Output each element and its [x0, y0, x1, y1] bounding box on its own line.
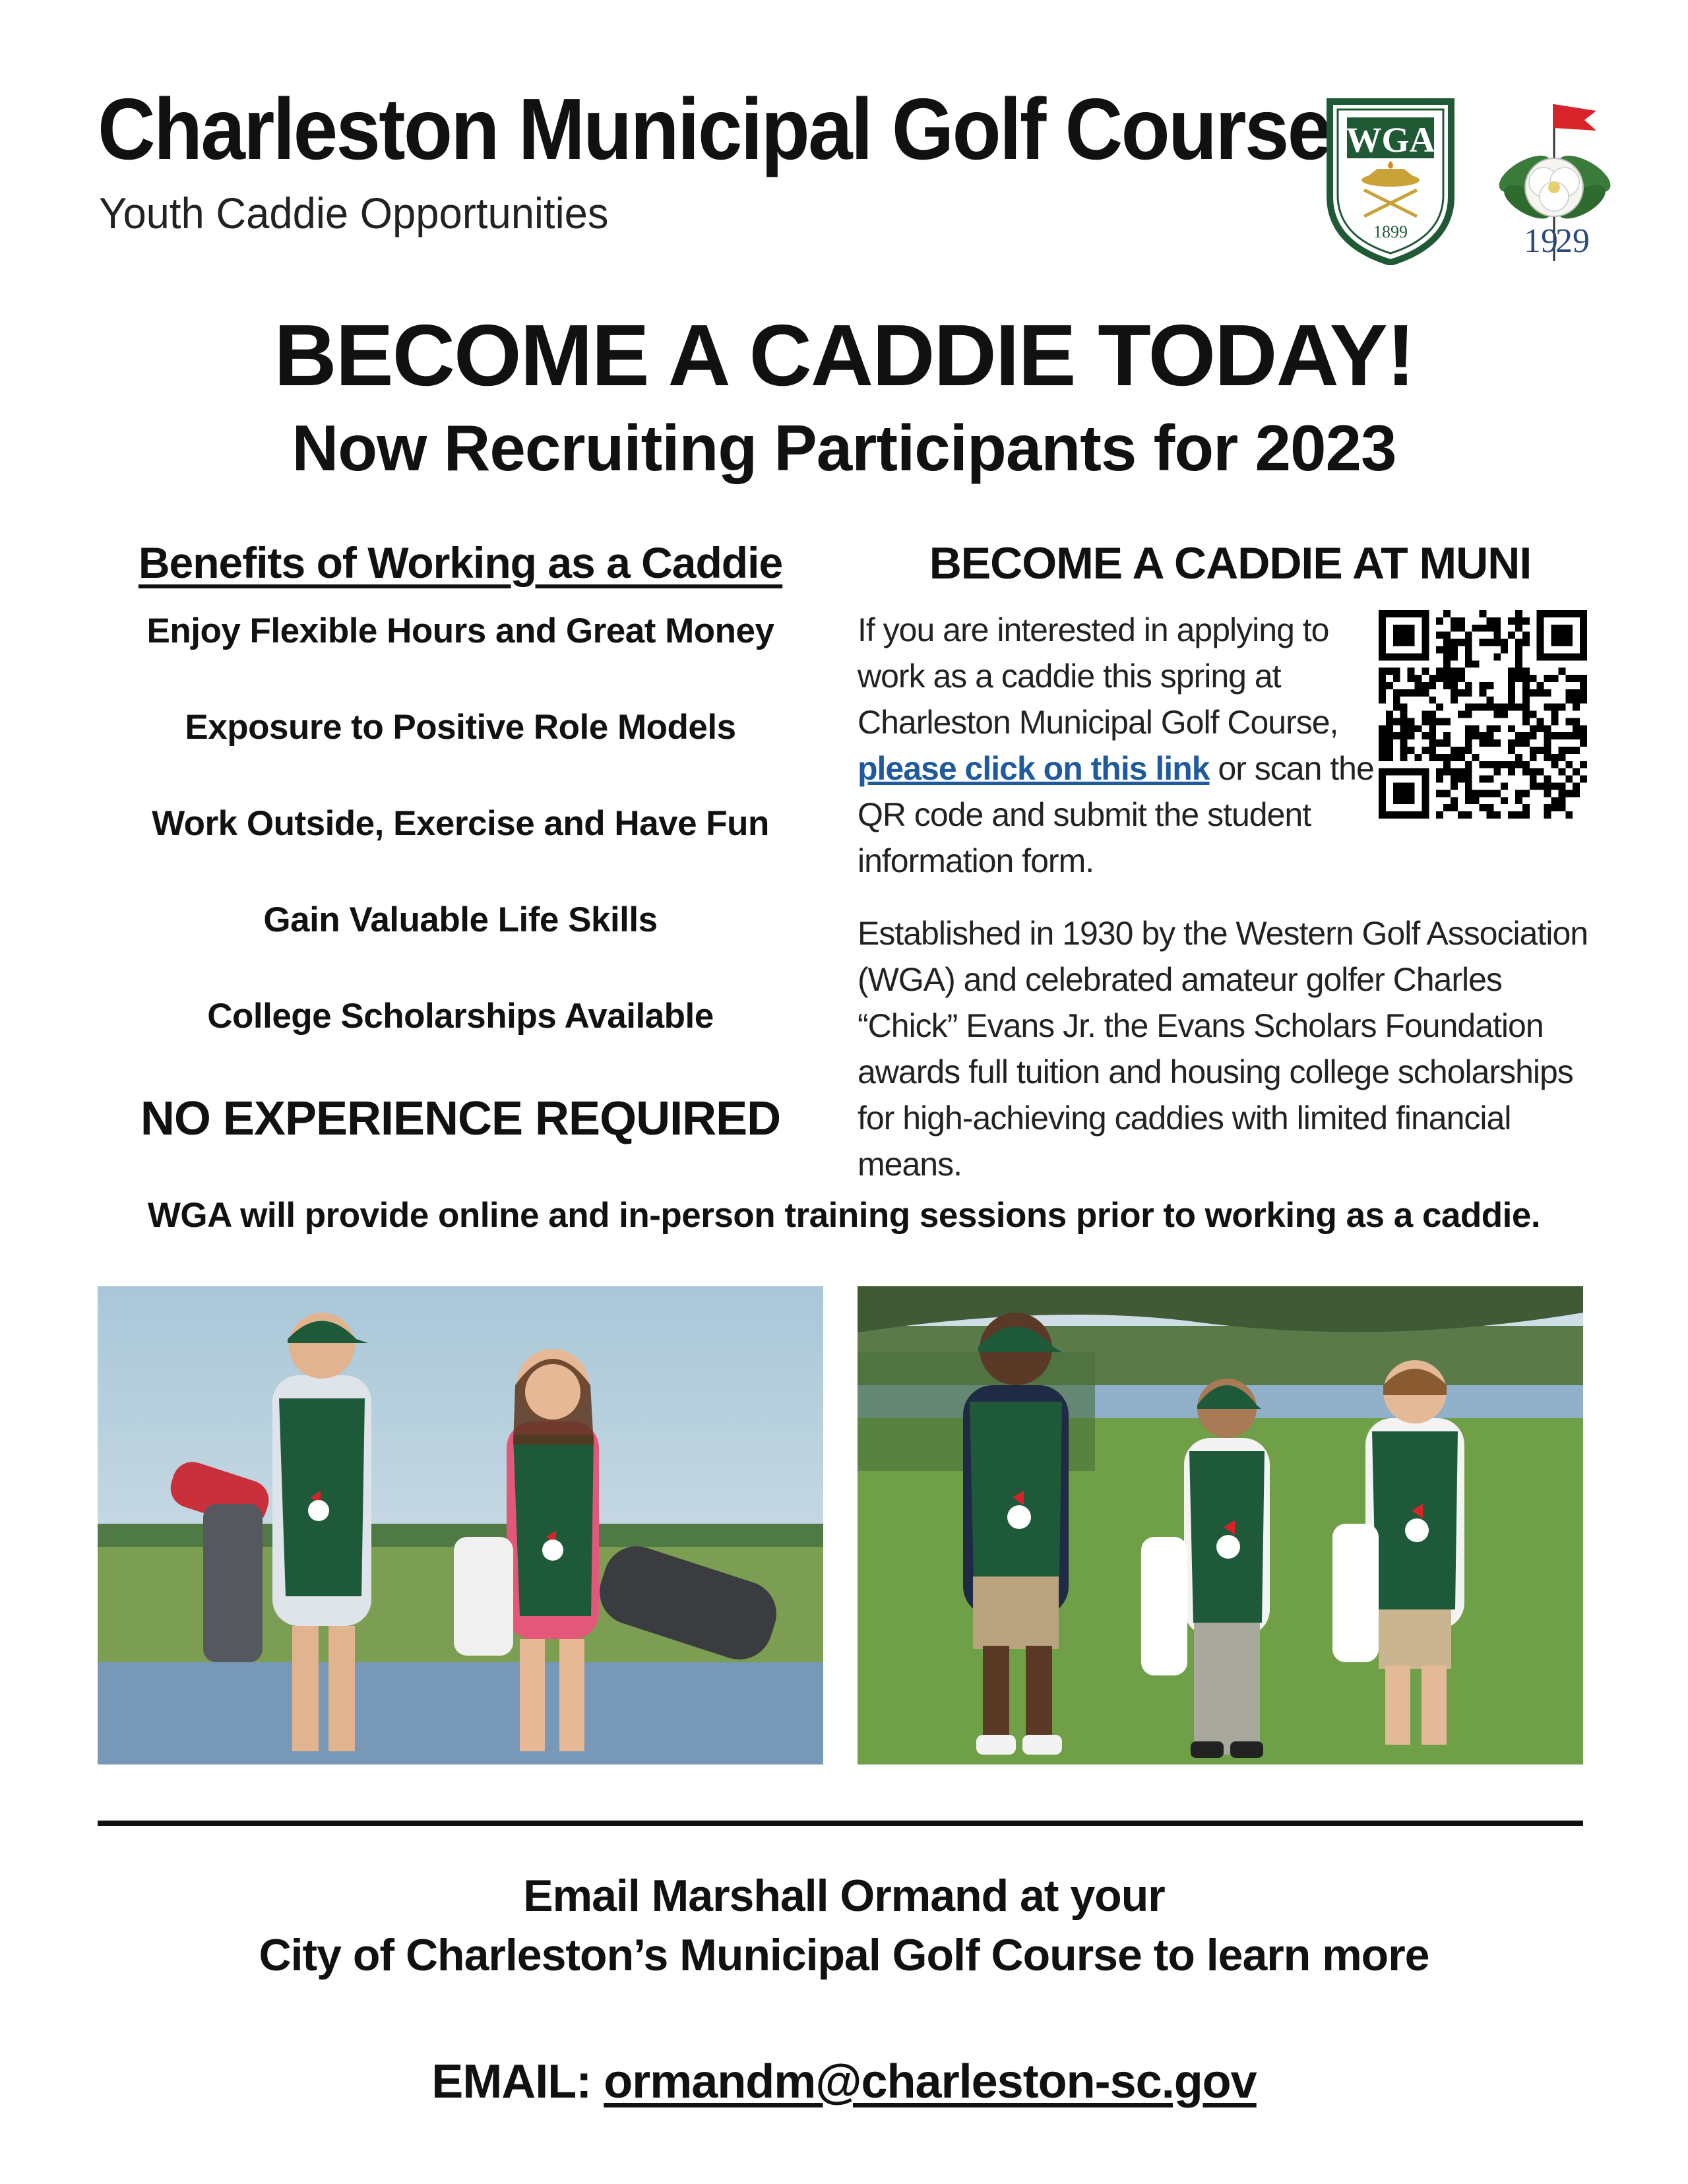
apply-heading: BECOME A CADDIE AT MUNI — [929, 538, 1532, 588]
apply-text-before: If you are interested in applying to work as a caddie this spring at Charleston Municipal Golf Course, — [858, 611, 1338, 741]
subheadline: Now Recruiting Participants for 2023 — [292, 412, 1396, 484]
muni-magnolia-logo — [1485, 96, 1620, 261]
wga-logo — [1325, 98, 1456, 265]
benefit-item: Exposure to Positive Role Models — [185, 708, 736, 747]
wga-logo-year: 1899 — [1373, 222, 1408, 241]
apply-link[interactable]: please click on this link — [858, 750, 1210, 787]
apply-text-after: or scan the QR code and submit the student information form. — [858, 750, 1374, 879]
email-label: EMAIL: — [431, 2055, 604, 2108]
apply-text — [858, 607, 1379, 884]
contact-line-2: City of Charleston’s Municipal Golf Course to learn more — [259, 1930, 1429, 1980]
muni-logo-year-left: 19 — [1524, 222, 1558, 260]
benefits-heading: Benefits of Working as a Caddie — [138, 538, 783, 587]
headline: BECOME A CADDIE TODAY! — [274, 307, 1414, 404]
training-note: WGA will provide online and in-person training sessions prior to working as a caddie. — [147, 1196, 1541, 1235]
muni-logo-year-right: 29 — [1555, 222, 1590, 260]
benefits-list — [98, 610, 823, 1092]
wga-logo-text: WGA — [1346, 120, 1435, 160]
email-line — [0, 2055, 1688, 2109]
benefit-item: Work Outside, Exercise and Have Fun — [152, 804, 769, 843]
photo-caddies-water — [98, 1286, 823, 1764]
page-title: Charleston Municipal Golf Course — [98, 80, 1330, 177]
benefit-item: College Scholarships Available — [207, 997, 714, 1036]
page-subtitle: Youth Caddie Opportunities — [99, 189, 609, 237]
email-link[interactable]: ormandm@charleston-sc.gov — [604, 2055, 1257, 2108]
qr-code[interactable] — [1379, 610, 1587, 819]
benefit-item: Gain Valuable Life Skills — [263, 900, 658, 939]
contact-line-1: Email Marshall Ormand at your — [523, 1871, 1165, 1921]
photo-three-caddies — [858, 1286, 1583, 1764]
evans-scholars-text: Established in 1930 by the Western Golf Association (WGA) and celebrated amateur golfer Charles “Chick” Evans Jr. the Evans Scholars Foundation awards full tuition and housing college scholarships for high-achieving caddies with limited financial means. — [858, 915, 1588, 1183]
section-divider — [98, 1821, 1583, 1826]
benefit-item: Enjoy Flexible Hours and Great Money — [146, 611, 774, 650]
no-experience-required: NO EXPERIENCE REQUIRED — [140, 1092, 781, 1145]
